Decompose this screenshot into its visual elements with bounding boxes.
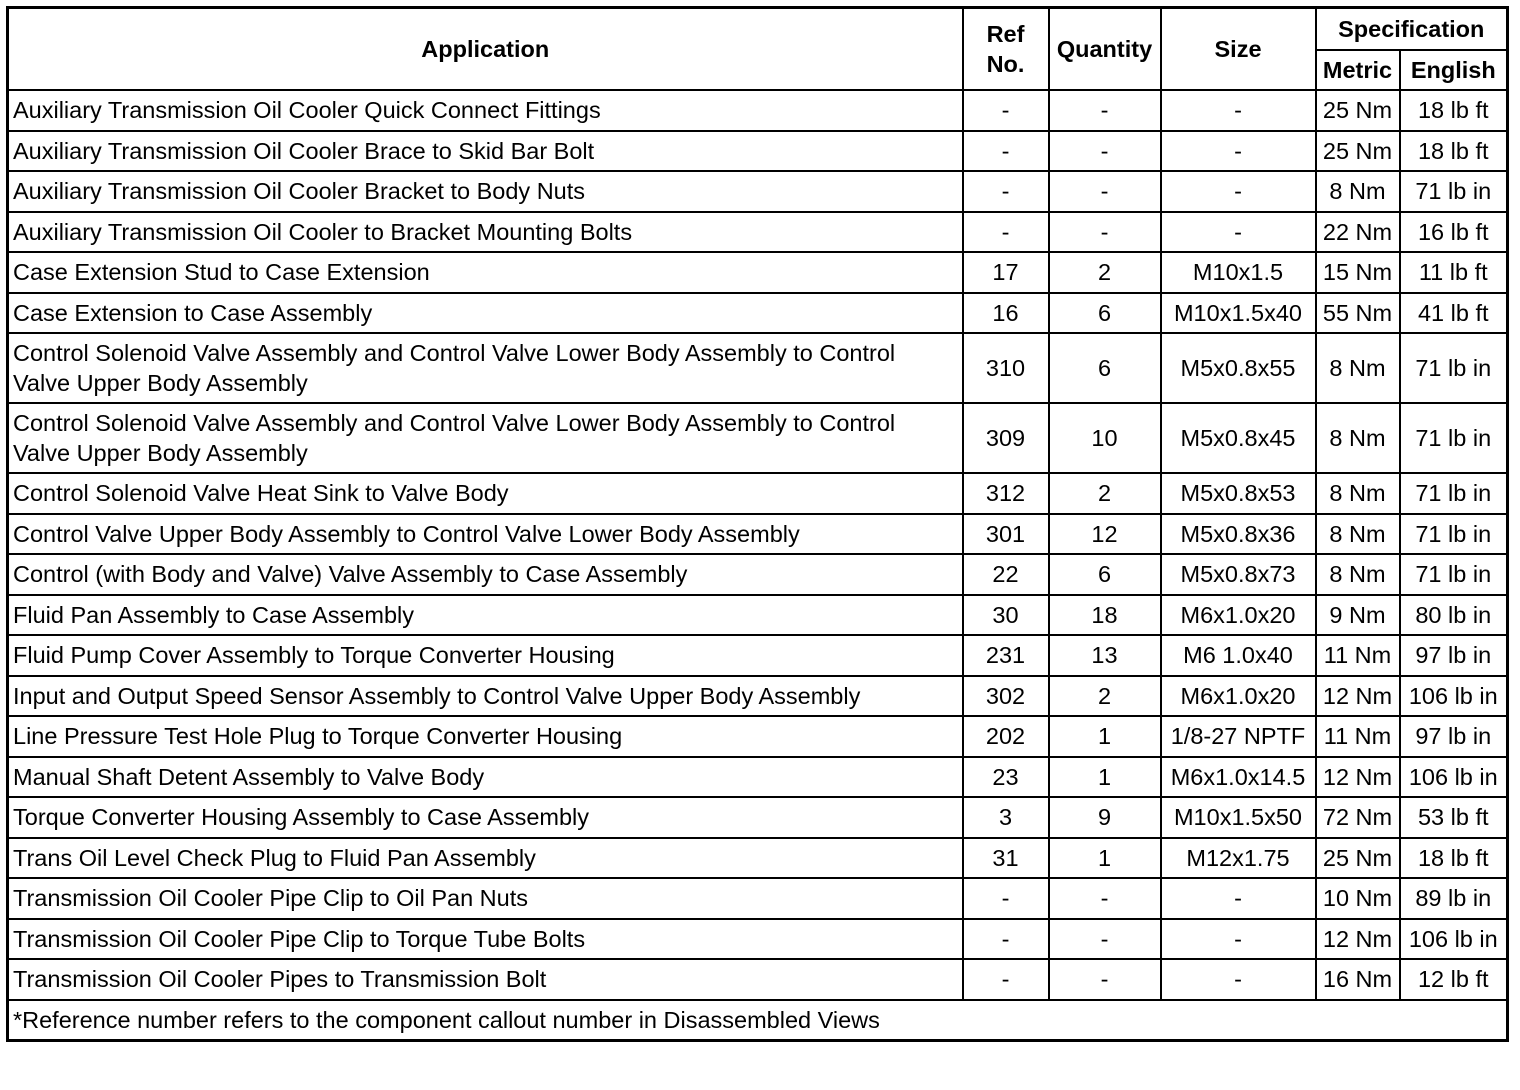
ref-no-cell: 309 bbox=[963, 403, 1049, 473]
size-cell: M6x1.0x20 bbox=[1161, 676, 1316, 717]
application-cell: Auxiliary Transmission Oil Cooler to Bracket Mounting Bolts bbox=[8, 212, 963, 253]
english-cell: 41 lb ft bbox=[1400, 293, 1508, 334]
header-size: Size bbox=[1161, 8, 1316, 91]
english-cell: 71 lb in bbox=[1400, 403, 1508, 473]
application-cell: Case Extension to Case Assembly bbox=[8, 293, 963, 334]
quantity-cell: - bbox=[1049, 959, 1161, 1000]
english-cell: 11 lb ft bbox=[1400, 252, 1508, 293]
metric-cell: 25 Nm bbox=[1316, 90, 1400, 131]
application-cell: Transmission Oil Cooler Pipes to Transmission Bolt bbox=[8, 959, 963, 1000]
english-cell: 71 lb in bbox=[1400, 473, 1508, 514]
quantity-cell: 2 bbox=[1049, 676, 1161, 717]
size-cell: M5x0.8x53 bbox=[1161, 473, 1316, 514]
header-specification: Specification bbox=[1316, 8, 1508, 51]
metric-cell: 55 Nm bbox=[1316, 293, 1400, 334]
english-cell: 97 lb in bbox=[1400, 716, 1508, 757]
english-cell: 106 lb in bbox=[1400, 919, 1508, 960]
quantity-cell: 1 bbox=[1049, 838, 1161, 879]
ref-no-cell: - bbox=[963, 212, 1049, 253]
ref-no-cell: - bbox=[963, 878, 1049, 919]
english-cell: 80 lb in bbox=[1400, 595, 1508, 636]
english-cell: 18 lb ft bbox=[1400, 131, 1508, 172]
table-body bbox=[8, 90, 1508, 1000]
ref-no-cell: 312 bbox=[963, 473, 1049, 514]
application-cell: Trans Oil Level Check Plug to Fluid Pan Assembly bbox=[8, 838, 963, 879]
size-cell: M12x1.75 bbox=[1161, 838, 1316, 879]
english-cell: 53 lb ft bbox=[1400, 797, 1508, 838]
ref-no-cell: 202 bbox=[963, 716, 1049, 757]
table-row bbox=[8, 514, 1508, 555]
table-row bbox=[8, 838, 1508, 879]
application-cell: Control Solenoid Valve Heat Sink to Valve Body bbox=[8, 473, 963, 514]
application-cell: Control (with Body and Valve) Valve Assembly to Case Assembly bbox=[8, 554, 963, 595]
ref-no-cell: 17 bbox=[963, 252, 1049, 293]
application-cell: Case Extension Stud to Case Extension bbox=[8, 252, 963, 293]
english-cell: 89 lb in bbox=[1400, 878, 1508, 919]
torque-spec-table bbox=[6, 6, 1509, 1042]
metric-cell: 9 Nm bbox=[1316, 595, 1400, 636]
quantity-cell: 9 bbox=[1049, 797, 1161, 838]
quantity-cell: - bbox=[1049, 919, 1161, 960]
size-cell: M6x1.0x20 bbox=[1161, 595, 1316, 636]
table-row bbox=[8, 171, 1508, 212]
metric-cell: 8 Nm bbox=[1316, 473, 1400, 514]
ref-no-cell: 23 bbox=[963, 757, 1049, 798]
metric-cell: 12 Nm bbox=[1316, 919, 1400, 960]
table-row bbox=[8, 635, 1508, 676]
metric-cell: 8 Nm bbox=[1316, 554, 1400, 595]
ref-no-cell: 302 bbox=[963, 676, 1049, 717]
quantity-cell: 10 bbox=[1049, 403, 1161, 473]
application-cell: Line Pressure Test Hole Plug to Torque Converter Housing bbox=[8, 716, 963, 757]
english-cell: 71 lb in bbox=[1400, 554, 1508, 595]
english-cell: 106 lb in bbox=[1400, 757, 1508, 798]
application-cell: Transmission Oil Cooler Pipe Clip to Torque Tube Bolts bbox=[8, 919, 963, 960]
size-cell: M5x0.8x55 bbox=[1161, 333, 1316, 403]
table-row bbox=[8, 959, 1508, 1000]
metric-cell: 8 Nm bbox=[1316, 514, 1400, 555]
footnote-row bbox=[8, 1000, 1508, 1041]
quantity-cell: 2 bbox=[1049, 252, 1161, 293]
size-cell: - bbox=[1161, 959, 1316, 1000]
size-cell: - bbox=[1161, 878, 1316, 919]
application-cell: Auxiliary Transmission Oil Cooler Quick Connect Fittings bbox=[8, 90, 963, 131]
english-cell: 71 lb in bbox=[1400, 514, 1508, 555]
application-cell: Input and Output Speed Sensor Assembly to Control Valve Upper Body Assembly bbox=[8, 676, 963, 717]
english-cell: 12 lb ft bbox=[1400, 959, 1508, 1000]
ref-no-cell: 231 bbox=[963, 635, 1049, 676]
application-cell: Control Solenoid Valve Assembly and Control Valve Lower Body Assembly to Control Valve Upper Body Assembly bbox=[8, 403, 963, 473]
quantity-cell: - bbox=[1049, 90, 1161, 131]
application-cell: Control Solenoid Valve Assembly and Control Valve Lower Body Assembly to Control Valve Upper Body Assembly bbox=[8, 333, 963, 403]
header-english: English bbox=[1400, 50, 1508, 90]
table-row bbox=[8, 131, 1508, 172]
english-cell: 106 lb in bbox=[1400, 676, 1508, 717]
size-cell: M10x1.5x50 bbox=[1161, 797, 1316, 838]
application-cell: Manual Shaft Detent Assembly to Valve Body bbox=[8, 757, 963, 798]
table-row bbox=[8, 554, 1508, 595]
metric-cell: 12 Nm bbox=[1316, 757, 1400, 798]
english-cell: 71 lb in bbox=[1400, 333, 1508, 403]
quantity-cell: - bbox=[1049, 878, 1161, 919]
english-cell: 16 lb ft bbox=[1400, 212, 1508, 253]
metric-cell: 16 Nm bbox=[1316, 959, 1400, 1000]
table-row bbox=[8, 595, 1508, 636]
ref-no-cell: 22 bbox=[963, 554, 1049, 595]
metric-cell: 8 Nm bbox=[1316, 171, 1400, 212]
size-cell: 1/8-27 NPTF bbox=[1161, 716, 1316, 757]
table-row bbox=[8, 757, 1508, 798]
ref-no-cell: 301 bbox=[963, 514, 1049, 555]
size-cell: M6 1.0x40 bbox=[1161, 635, 1316, 676]
table-row bbox=[8, 293, 1508, 334]
english-cell: 18 lb ft bbox=[1400, 838, 1508, 879]
table-row bbox=[8, 797, 1508, 838]
ref-no-cell: - bbox=[963, 171, 1049, 212]
size-cell: - bbox=[1161, 212, 1316, 253]
english-cell: 97 lb in bbox=[1400, 635, 1508, 676]
size-cell: - bbox=[1161, 90, 1316, 131]
size-cell: - bbox=[1161, 919, 1316, 960]
metric-cell: 72 Nm bbox=[1316, 797, 1400, 838]
size-cell: M5x0.8x36 bbox=[1161, 514, 1316, 555]
metric-cell: 12 Nm bbox=[1316, 676, 1400, 717]
size-cell: - bbox=[1161, 171, 1316, 212]
metric-cell: 22 Nm bbox=[1316, 212, 1400, 253]
application-cell: Control Valve Upper Body Assembly to Control Valve Lower Body Assembly bbox=[8, 514, 963, 555]
quantity-cell: 18 bbox=[1049, 595, 1161, 636]
size-cell: M10x1.5 bbox=[1161, 252, 1316, 293]
quantity-cell: 12 bbox=[1049, 514, 1161, 555]
size-cell: M10x1.5x40 bbox=[1161, 293, 1316, 334]
table-row bbox=[8, 403, 1508, 473]
table-row bbox=[8, 90, 1508, 131]
ref-no-cell: - bbox=[963, 131, 1049, 172]
application-cell: Fluid Pan Assembly to Case Assembly bbox=[8, 595, 963, 636]
metric-cell: 8 Nm bbox=[1316, 403, 1400, 473]
metric-cell: 11 Nm bbox=[1316, 635, 1400, 676]
quantity-cell: 1 bbox=[1049, 757, 1161, 798]
table-row bbox=[8, 919, 1508, 960]
ref-no-cell: - bbox=[963, 959, 1049, 1000]
ref-no-cell: 3 bbox=[963, 797, 1049, 838]
header-application: Application bbox=[8, 8, 963, 91]
metric-cell: 11 Nm bbox=[1316, 716, 1400, 757]
table-row bbox=[8, 212, 1508, 253]
metric-cell: 10 Nm bbox=[1316, 878, 1400, 919]
quantity-cell: 1 bbox=[1049, 716, 1161, 757]
application-cell: Transmission Oil Cooler Pipe Clip to Oil Pan Nuts bbox=[8, 878, 963, 919]
size-cell: M5x0.8x45 bbox=[1161, 403, 1316, 473]
quantity-cell: 6 bbox=[1049, 333, 1161, 403]
application-cell: Auxiliary Transmission Oil Cooler Bracket to Body Nuts bbox=[8, 171, 963, 212]
table-row bbox=[8, 676, 1508, 717]
size-cell: M5x0.8x73 bbox=[1161, 554, 1316, 595]
ref-no-cell: 31 bbox=[963, 838, 1049, 879]
table-row bbox=[8, 252, 1508, 293]
quantity-cell: - bbox=[1049, 131, 1161, 172]
table-row bbox=[8, 716, 1508, 757]
quantity-cell: - bbox=[1049, 212, 1161, 253]
size-cell: - bbox=[1161, 131, 1316, 172]
table-row bbox=[8, 333, 1508, 403]
header-ref-no: Ref No. bbox=[963, 8, 1049, 91]
english-cell: 71 lb in bbox=[1400, 171, 1508, 212]
quantity-cell: - bbox=[1049, 171, 1161, 212]
table-row bbox=[8, 878, 1508, 919]
ref-no-cell: 310 bbox=[963, 333, 1049, 403]
ref-no-cell: - bbox=[963, 90, 1049, 131]
english-cell: 18 lb ft bbox=[1400, 90, 1508, 131]
metric-cell: 15 Nm bbox=[1316, 252, 1400, 293]
quantity-cell: 13 bbox=[1049, 635, 1161, 676]
metric-cell: 25 Nm bbox=[1316, 131, 1400, 172]
quantity-cell: 6 bbox=[1049, 293, 1161, 334]
application-cell: Fluid Pump Cover Assembly to Torque Converter Housing bbox=[8, 635, 963, 676]
metric-cell: 8 Nm bbox=[1316, 333, 1400, 403]
application-cell: Torque Converter Housing Assembly to Case Assembly bbox=[8, 797, 963, 838]
ref-no-cell: 30 bbox=[963, 595, 1049, 636]
size-cell: M6x1.0x14.5 bbox=[1161, 757, 1316, 798]
table-row bbox=[8, 473, 1508, 514]
metric-cell: 25 Nm bbox=[1316, 838, 1400, 879]
header-quantity: Quantity bbox=[1049, 8, 1161, 91]
header-metric: Metric bbox=[1316, 50, 1400, 90]
header-row-1 bbox=[8, 8, 1508, 51]
quantity-cell: 6 bbox=[1049, 554, 1161, 595]
footnote: *Reference number refers to the component callout number in Disassembled Views bbox=[8, 1000, 1508, 1041]
application-cell: Auxiliary Transmission Oil Cooler Brace to Skid Bar Bolt bbox=[8, 131, 963, 172]
ref-no-cell: - bbox=[963, 919, 1049, 960]
quantity-cell: 2 bbox=[1049, 473, 1161, 514]
ref-no-cell: 16 bbox=[963, 293, 1049, 334]
